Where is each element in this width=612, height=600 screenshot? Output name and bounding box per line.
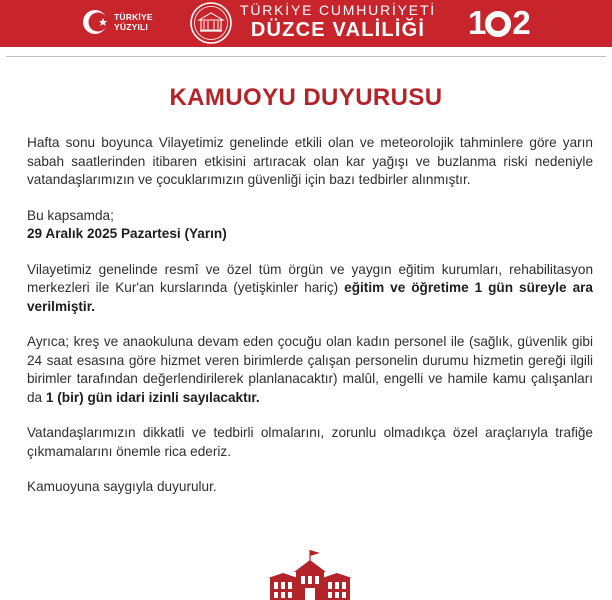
anniversary-number-2: 2 — [512, 4, 529, 41]
paragraph-scope-intro: Bu kapsamda; — [27, 207, 114, 223]
government-name: TÜRKİYE CUMHURİYETİ — [240, 2, 436, 18]
schools-decision: eğitim ve öğretime 1 gün süreyle ara verilmiştir. — [27, 280, 593, 314]
page-title: KAMUOYU DUYURUSU — [169, 84, 443, 111]
schools-text: Vilayetimiz genelinde resmî ve özel tüm örgün ve yaygın eğitim kurumları, rehabilitasyon merkezleri ile Kur'an kurslarında (yetişkinler hariç) — [27, 261, 593, 295]
governorship-name: DÜZCE VALİLİĞİ — [250, 19, 426, 41]
paragraph-traffic: Vatandaşlarımızın dikkatli ve tedbirli olmalarını, zorunlu olmadıkça özel araçlarıyla trafiğe çıkmamalarını önemle rica ederiz. — [27, 425, 593, 459]
paragraph-date: 29 Aralık 2025 Pazartesi (Yarın) — [27, 226, 227, 241]
centennial-logo-text — [114, 12, 153, 32]
anniversary-ring — [485, 11, 511, 37]
paragraph-weather: Hafta sonu boyunca Vilayetimiz genelinde etkili olan ve meteorolojik tahminlere göre yarın sabah saatlerinden itibaren etkisini artıracak olan kar yağışı ve buzlanma riski nedeniyle vatandaşlarımızın ve çocuklarımızın güvenliği için bazı tedbirler alınmıştır. — [27, 135, 593, 187]
turkiye-yuzyili-logo — [80, 2, 180, 42]
crescent-star-icon — [80, 7, 110, 37]
header-divider — [6, 56, 606, 57]
paragraph-schools — [27, 261, 593, 317]
governorship-title — [240, 2, 436, 41]
personnel-decision: 1 (bir) gün idari izinli sayılacaktır. — [45, 389, 260, 405]
centennial-line2: YÜZYILI — [114, 22, 148, 32]
centennial-line1: TÜRKİYE — [114, 12, 153, 22]
anniversary-number-1: 1 — [468, 4, 485, 41]
paragraph-closing: Kamuoyuna saygıyla duyurulur. — [27, 479, 217, 494]
header-banner — [0, 0, 612, 47]
paragraph-personnel — [27, 333, 593, 407]
building-icon — [264, 548, 356, 600]
governorship-seal-icon — [188, 1, 234, 45]
announcement-body — [27, 134, 593, 497]
anniversary-102-logo — [468, 3, 540, 43]
personnel-text: Ayrıca; kreş ve anaokuluna devam eden çocuğu olan kadın personel ile (sağlık, güvenlik gibi 24 saat esasına göre hizmet veren birimlerde çalışan personelin durumu hizmetin gereği ilgili birimler tarafından değerlendirilerek planlanacaktır) malûl, engelli ve hamile kamu çalışanları da — [27, 334, 593, 405]
